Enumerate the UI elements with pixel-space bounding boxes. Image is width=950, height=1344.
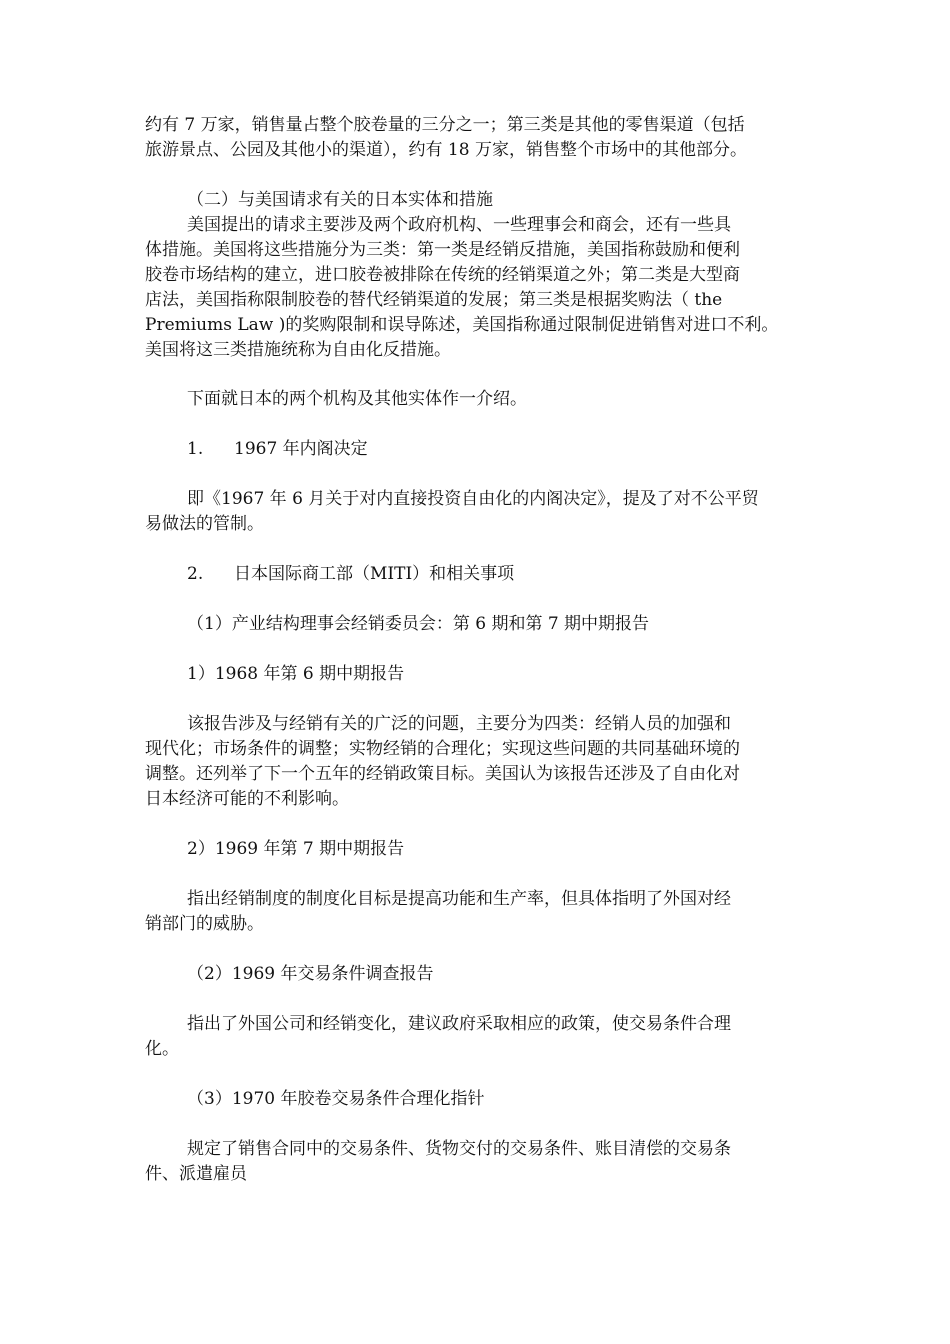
list-number: 1. bbox=[187, 439, 204, 459]
text-line: 易做法的管制。 bbox=[145, 514, 264, 534]
list-item-1 bbox=[187, 437, 787, 462]
paragraph-us-request bbox=[145, 213, 813, 363]
text-line: 日本经济可能的不利影响。 bbox=[145, 789, 349, 809]
text-line: 胶卷市场结构的建立，进口胶卷被排除在传统的经销渠道之外；第二类是大型商 bbox=[145, 265, 740, 285]
subheading-2: （2）1969 年交易条件调查报告 bbox=[187, 964, 434, 984]
text-line: 调整。还列举了下一个五年的经销政策目标。美国认为该报告还涉及了自由化对 bbox=[145, 764, 740, 784]
text-line: 约有 7 万家，销售量占整个胶卷量的三分之一；第三类是其他的零售渠道（包括 bbox=[145, 115, 745, 135]
paragraph-film-guidelines bbox=[145, 1137, 813, 1187]
paragraph-report-6 bbox=[145, 712, 813, 812]
list-item-text: 1967 年内阁决定 bbox=[234, 439, 368, 459]
text-line: 旅游景点、公园及其他小的渠道），约有 18 万家，销售整个市场中的其他部分。 bbox=[145, 140, 747, 160]
paragraph-intro: 下面就日本的两个机构及其他实体作一介绍。 bbox=[187, 389, 527, 409]
text-line: 件、派遣雇员 bbox=[145, 1164, 247, 1184]
text-line: 店法，美国指称限制胶卷的替代经销渠道的发展；第三类是根据奖购法（ the bbox=[145, 290, 723, 310]
text-line: 体措施。美国将这些措施分为三类：第一类是经销反措施，美国指称鼓励和便利 bbox=[145, 240, 740, 260]
list-item-2 bbox=[187, 562, 787, 587]
text-line: 指出了外国公司和经销变化，建议政府采取相应的政策，使交易条件合理 bbox=[187, 1014, 731, 1034]
text-line: 化。 bbox=[145, 1039, 179, 1059]
list-item-text: 日本国际商工部（MITI）和相关事项 bbox=[234, 564, 515, 584]
text-line: 规定了销售合同中的交易条件、货物交付的交易条件、账目清偿的交易条 bbox=[187, 1139, 731, 1159]
paragraph-trade-terms-report bbox=[145, 1012, 813, 1062]
text-line: 现代化；市场条件的调整；实物经销的合理化；实现这些问题的共同基础环境的 bbox=[145, 739, 740, 759]
text-line: Premiums Law )的奖购限制和误导陈述，美国指称通过限制促进销售对进口不利。 bbox=[145, 315, 779, 335]
text-line: 销部门的威胁。 bbox=[145, 914, 264, 934]
list-number: 2. bbox=[187, 564, 204, 584]
subheading-1-1: 1）1968 年第 6 期中期报告 bbox=[187, 664, 405, 684]
text-line: 该报告涉及与经销有关的广泛的问题，主要分为四类：经销人员的加强和 bbox=[187, 714, 731, 734]
text-line: 美国提出的请求主要涉及两个政府机构、一些理事会和商会，还有一些具 bbox=[187, 215, 731, 235]
text-line: 美国将这三类措施统称为自由化反措施。 bbox=[145, 340, 451, 360]
text-line: 即《1967 年 6 月关于对内直接投资自由化的内阁决定》，提及了对不公平贸 bbox=[187, 489, 759, 509]
paragraph-cabinet-decision bbox=[145, 487, 813, 537]
subheading-1: （1）产业结构理事会经销委员会：第 6 期和第 7 期中期报告 bbox=[187, 614, 650, 634]
section-heading-2: （二）与美国请求有关的日本实体和措施 bbox=[187, 190, 493, 210]
subheading-1-2: 2）1969 年第 7 期中期报告 bbox=[187, 839, 405, 859]
subheading-3: （3）1970 年胶卷交易条件合理化指针 bbox=[187, 1089, 485, 1109]
text-line: 指出经销制度的制度化目标是提高功能和生产率，但具体指明了外国对经 bbox=[187, 889, 731, 909]
paragraph-report-7 bbox=[145, 887, 813, 937]
paragraph-retail-channels bbox=[145, 113, 813, 163]
